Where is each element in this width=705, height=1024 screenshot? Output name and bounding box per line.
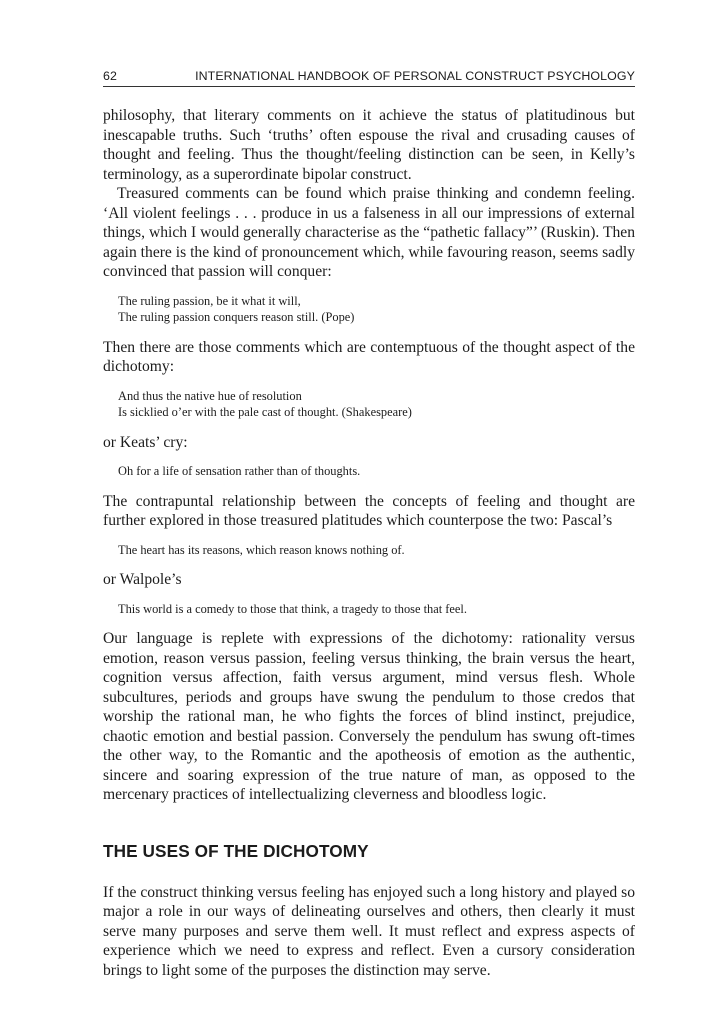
paragraph-7: Our language is replete with expressions of the dichotomy: rationality versus emotion, reason versus passion, feeling versus thinking, the brain versus the heart, cognition versus affection, faith versus argument, mind versus flesh. Whole subcultures, periods and groups have swung the pendulum to those credos that worship the rational man, he who fights the forces of blind instinct, prejudice, chaotic emotion and bestial passion. Conversely the pendulum has swung oft-times the other way, to the Romantic and the apotheosis of emotion as the authentic, sincere and soaring expression of the true nature of man, as opposed to the mercenary practices of intellectualizing cleverness and bloodless logic. [103, 630, 635, 803]
running-header [103, 68, 635, 87]
quote-line: The ruling passion, be it what it will, [118, 293, 301, 308]
paragraph-2: Treasured comments can be found which praise thinking and condemn feeling. ‘All violent feelings . . . produce in us a falseness in all our impressions of external things, which I would generally characterise as the “pathetic fallacy”’ (Ruskin). Then again there is the kind of pronouncement which, while favouring reason, seems sadly convinced that passion will conquer: [103, 185, 635, 280]
quote-pascal [103, 542, 635, 559]
quote-line: Is sicklied o’er with the pale cast of thought. (Shakespeare) [118, 405, 412, 419]
section-heading: THE USES OF THE DICHOTOMY [103, 840, 369, 861]
quote-line: The ruling passion conquers reason still. (Pope) [118, 310, 355, 324]
page-number: 62 [103, 69, 117, 83]
quote-shakespeare [103, 388, 635, 421]
paragraph-5: The contrapuntal relationship between the concepts of feeling and thought are further explored in those treasured platitudes which counterpose the two: Pascal’s [103, 492, 635, 529]
paragraph-8: If the construct thinking versus feeling has enjoyed such a long history and played so major a role in our ways of delineating ourselves and others, then clearly it must serve many purposes and serve them well. It must reflect and express aspects of experience which we need to express and reflect. Even a cursory consideration brings to light some of the purposes the distinction may serve. [103, 883, 635, 979]
quote-walpole [103, 601, 635, 618]
quote-pope [103, 293, 635, 326]
quote-line: Oh for a life of sensation rather than of thoughts. [118, 464, 361, 478]
quote-line: And thus the native hue of resolution [118, 388, 302, 403]
quote-line: This world is a comedy to those that think, a tragedy to those that feel. [118, 601, 467, 616]
paragraph-3: Then there are those comments which are contemptuous of the thought aspect of the dichotomy: [103, 338, 635, 375]
running-title: INTERNATIONAL HANDBOOK OF PERSONAL CONSTRUCT PSYCHOLOGY [195, 69, 635, 83]
paragraph-6: or Walpole’s [103, 571, 182, 588]
page-body [103, 106, 635, 980]
quote-keats [103, 463, 635, 480]
quote-line: The heart has its reasons, which reason knows nothing of. [118, 542, 405, 557]
paragraph-1: philosophy, that literary comments on it achieve the status of platitudinous but inescapable truths. Such ‘truths’ often espouse the rival and crusading causes of thought and feeling. Thus the thought/feeling distinction can be seen, in Kelly’s terminology, as a superordinate bipolar construct. [103, 107, 635, 183]
paragraph-4: or Keats’ cry: [103, 433, 188, 451]
